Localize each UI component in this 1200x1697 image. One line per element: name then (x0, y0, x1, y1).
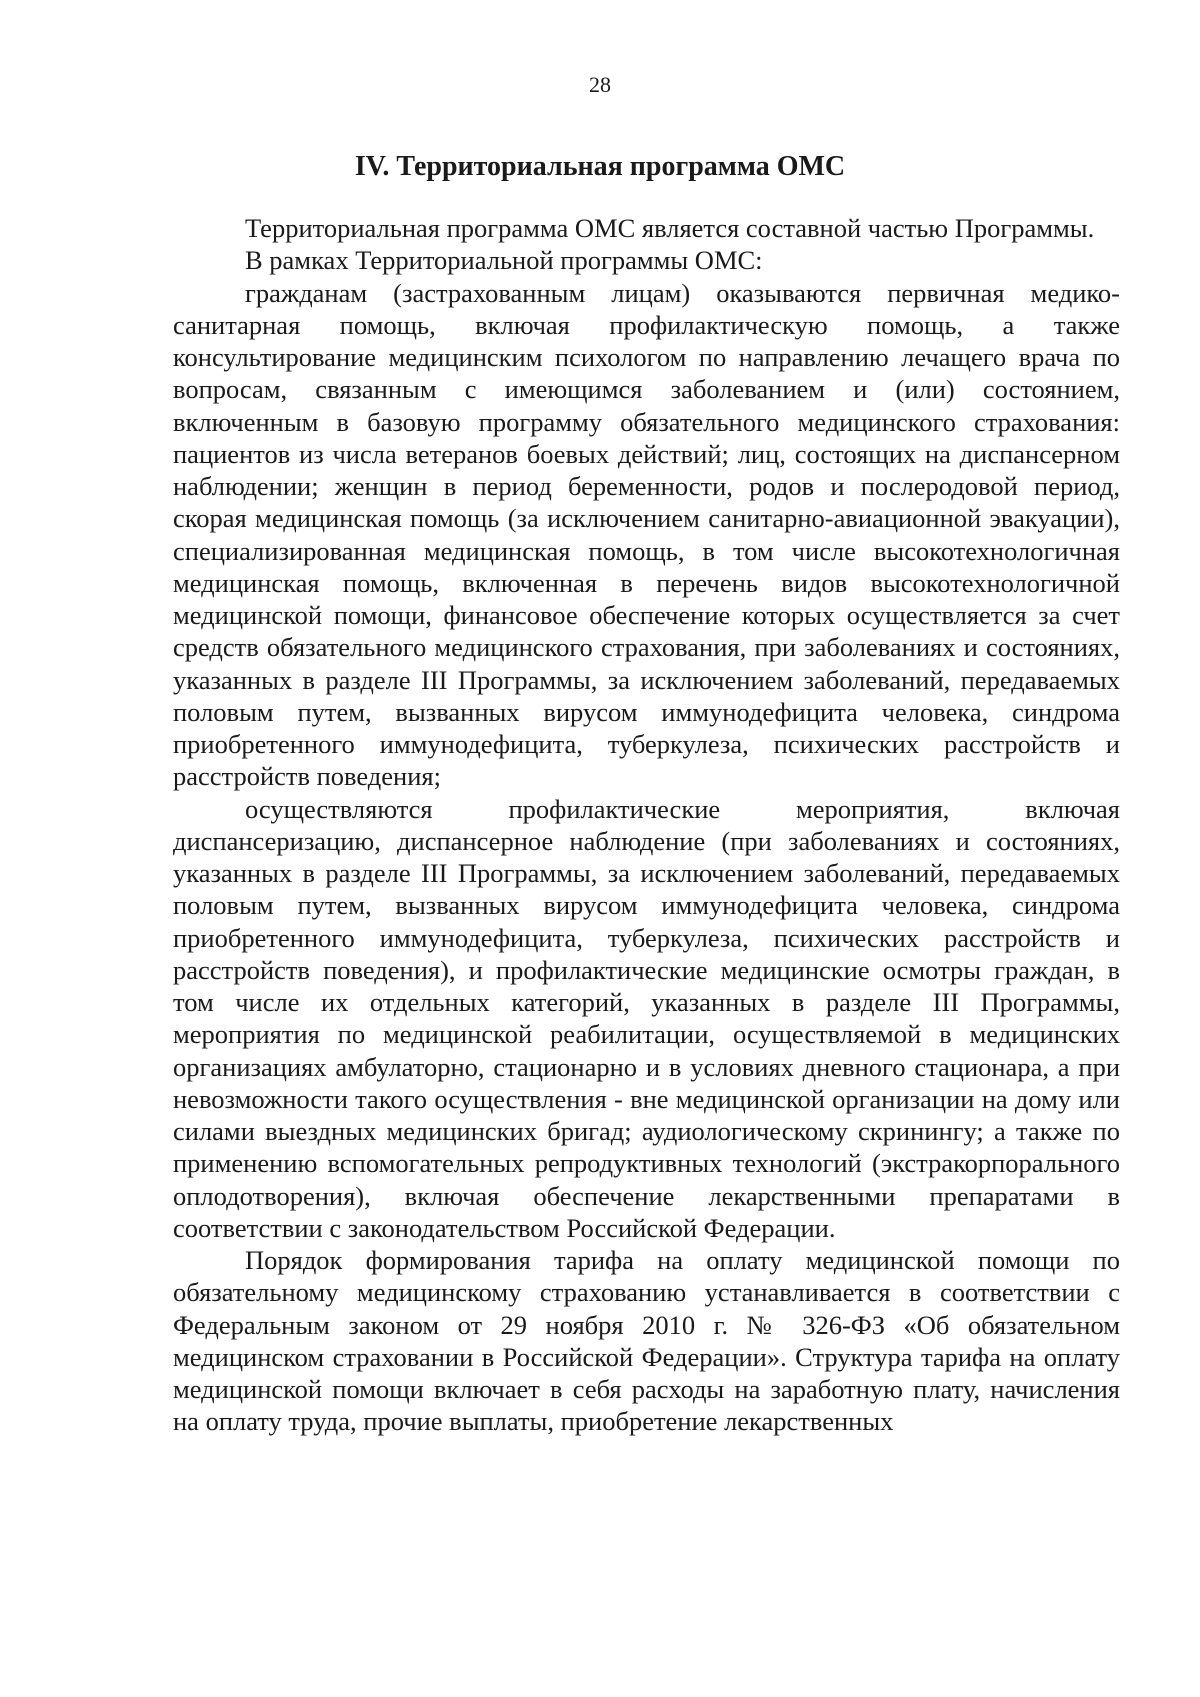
document-body (173, 212, 1120, 1438)
paragraph-tariff: Порядок формирования тарифа на оплату медицинской помощи по обязательному медицинскому страхованию устанавливается в соответствии с Федеральным законом от 29 ноября 2010 г. № 326-ФЗ «Об обязательном медицинском страховании в Российской Федерации». Структура тарифа на оплату медицинской помощи включает в себя расходы на заработную плату, начисления на оплату труда, прочие выплаты, приобретение лекарственных (173, 1245, 1120, 1437)
paragraph-intro: Территориальная программа ОМС является составной частью Программы. (245, 213, 1095, 243)
paragraph-medical-care: гражданам (застрахованным лицам) оказываются первичная медико-санитарная помощь, включая профилактическую помощь, а также консультирование медицинским психологом по направлению лечащего врача по вопросам, связанным с имеющимся заболеванием и (или) состоянием, включенным в базовую программу обязательного медицинского страхования: пациентов из числа ветеранов боевых действий; лиц, состоящих на диспансерном наблюдении; женщин в период беременности, родов и послеродовой период, скорая медицинская помощь (за исключением санитарно-авиационной эвакуации), специализированная медицинская помощь, в том числе высокотехнологичная медицинская помощь, включенная в перечень видов высокотехнологичной медицинской помощи, финансовое обеспечение которых осуществляется за счет средств обязательного медицинского страхования, при заболеваниях и состояниях, указанных в разделе III Программы, за исключением заболеваний, передаваемых половым путем, вызванных вирусом иммунодефицита человека, синдрома приобретенного иммунодефицита, туберкулеза, психических расстройств и расстройств поведения; (173, 277, 1120, 792)
paragraph-prevention: осуществляются профилактические мероприятия, включая диспансеризацию, диспансерное наблюдение (при заболеваниях и состояниях, указанных в разделе III Программы, за исключением заболеваний, передаваемых половым путем, вызванных вирусом иммунодефицита человека, синдрома приобретенного иммунодефицита, туберкулеза, психических расстройств и расстройств поведения), и профилактические медицинские осмотры граждан, в том числе их отдельных категорий, указанных в разделе III Программы, мероприятия по медицинской реабилитации, осуществляемой в медицинских организациях амбулаторно, стационарно и в условиях дневного стационара, а при невозможности такого осуществления - вне медицинской организации на дому или силами выездных медицинских бригад; аудиологическому скринингу; а также по применению вспомогательных репродуктивных технологий (экстракорпорального оплодотворения), включая обеспечение лекарственными препаратами в соответствии с законодательством Российской Федерации. (173, 793, 1120, 1243)
paragraph-scope: В рамках Территориальной программы ОМС: (245, 245, 763, 276)
section-title: IV. Территориальная программа ОМС (354, 151, 846, 182)
page-number: 28 (589, 72, 611, 97)
